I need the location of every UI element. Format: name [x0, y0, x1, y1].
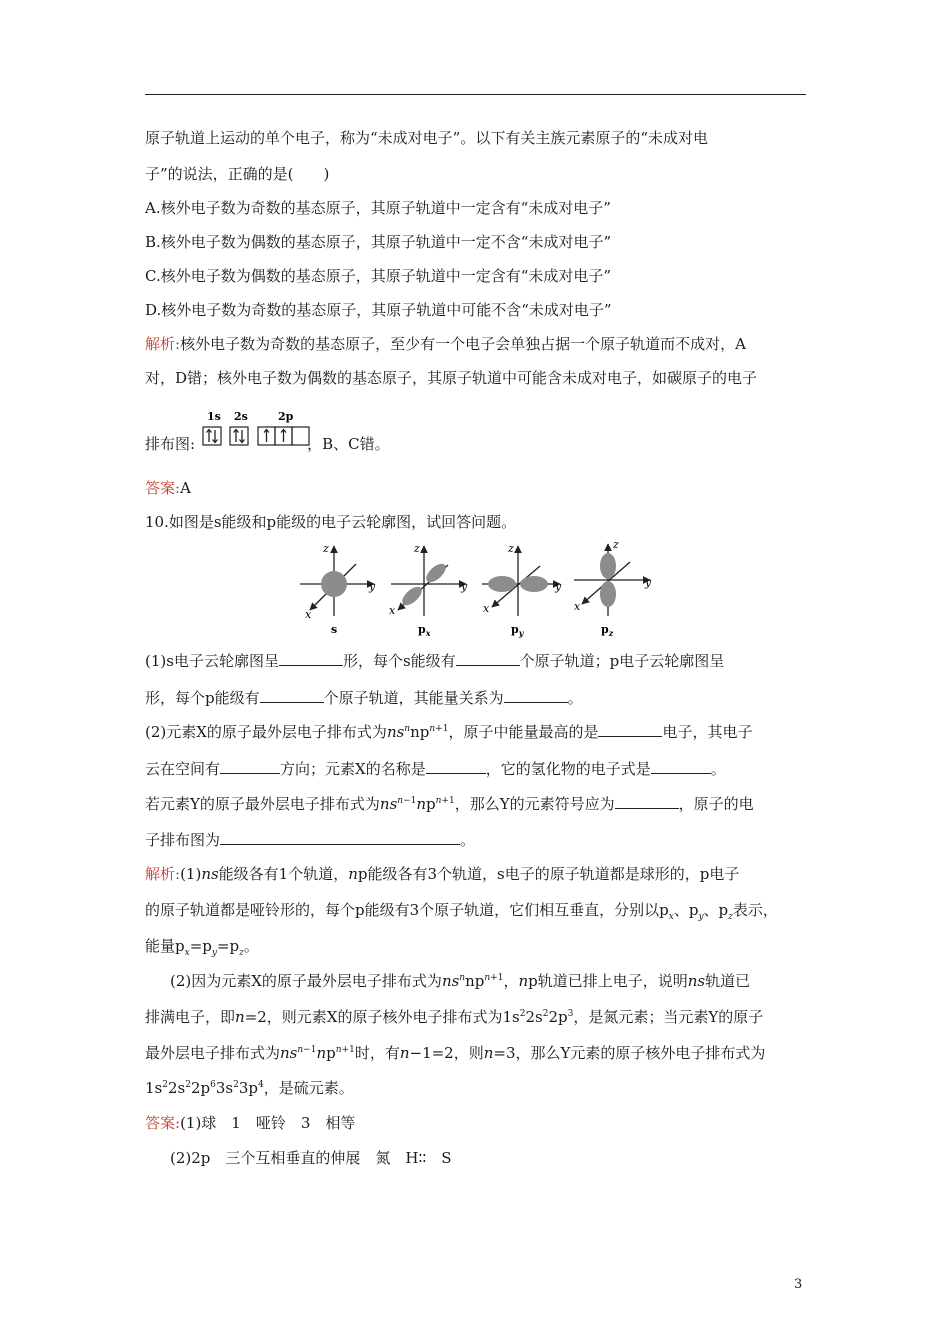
answer-label: 答案: — [145, 1114, 181, 1132]
q9-option-b: B.核外电子数为偶数的基态原子，其原子轨道中一定不含“未成对电子” — [145, 233, 612, 251]
label-py: $p_y$ — [511, 623, 524, 638]
q9-option-a: A.核外电子数为奇数的基态原子，其原子轨道中一定含有“未成对电子” — [145, 199, 611, 217]
blank[interactable] — [426, 759, 486, 774]
page-number: 3 — [794, 1277, 803, 1292]
electron-cloud-diagram — [296, 540, 656, 640]
q9-answer: 答案:A — [145, 479, 191, 497]
svg-text:x: x — [389, 604, 396, 617]
q9-stem-line2: 子”的说法，正确的是( ) — [145, 165, 330, 183]
q10-part2-line3: 若元素Y的原子最外层电子排布式为$ns^{n-1}np^{n+1}$，那么Y的元素符号应为 ，原子的电 — [145, 795, 754, 813]
blank[interactable] — [598, 722, 662, 737]
blank[interactable] — [220, 759, 280, 774]
svg-text:y: y — [461, 580, 468, 593]
orbital-label-2s: 2s — [234, 411, 248, 423]
blank[interactable] — [279, 651, 343, 666]
q9-analysis-line2: 对，D错；核外电子数为偶数的基态原子，其原子轨道中可能含未成对电子，如碳原子的电子 — [145, 369, 758, 387]
blank[interactable] — [456, 651, 520, 666]
pz-orbital — [574, 544, 650, 616]
orbital-label-2p: 2p — [278, 411, 294, 423]
q10-analysis-line3: 能量$p_x=p_y=p_z$。 — [145, 937, 259, 958]
q10-analysis-line2: 的原子轨道都是哑铃形的，每个p能级有3个原子轨道，它们相互垂直，分别以$p_x$、$p_y$、$p_z$表示， — [145, 901, 778, 922]
q10-part1-line1: (1)s电子云轮廓图呈 形，每个s能级有 个原子轨道；p电子云轮廓图呈 — [145, 652, 725, 670]
svg-text:z: z — [508, 542, 514, 555]
q9-analysis-line1: 解析:核外电子数为奇数的基态原子，至少有一个电子会单独占据一个原子轨道而不成对，A — [145, 335, 746, 353]
analysis-label: 解析: — [145, 335, 181, 353]
q10-part2-line4: 子排布图为 。 — [145, 831, 476, 849]
q9-analysis-line3: 排布图: ，B、C错。 — [145, 435, 390, 453]
answer-label: 答案: — [145, 479, 181, 497]
px-orbital — [391, 546, 466, 616]
q10-part2-line1: (2)元素X的原子最外层电子排布式为$ns^nnp^{n+1}$，原子中能量最高的是 电子，其电子 — [145, 723, 753, 741]
q10-analysis-line4: (2)因为元素X的原子最外层电子排布式为$ns^nnp^{n+1}$，np轨道已排上电子，说明ns轨道已 — [170, 972, 751, 990]
q10-part1-line2: 形，每个p能级有 个原子轨道，其能量关系为 。 — [145, 689, 583, 707]
svg-text:x: x — [483, 602, 490, 615]
s-orbital — [300, 546, 374, 616]
blank[interactable] — [615, 794, 679, 809]
q9-option-c: C.核外电子数为偶数的基态原子，其原子轨道中一定含有“未成对电子” — [145, 267, 612, 285]
svg-text:y: y — [555, 580, 562, 593]
svg-text:y: y — [369, 580, 376, 593]
svg-text:z: z — [613, 540, 619, 551]
q10-analysis-line1: 解析:(1)ns能级各有1个轨道，np能级各有3个轨道，s电子的原子轨道都是球形的，p电子 — [145, 865, 740, 883]
svg-text:z: z — [414, 542, 420, 555]
q10-part2-line2: 云在空间有 方向；元素X的名称是 ，它的氢化物的电子式是 。 — [145, 760, 726, 778]
q10-analysis-line5: 排满电子，即n=2，则元素X的原子核外电子排布式为$1s^22s^22p^3$，是氮元素；当元素Y的原子 — [145, 1008, 764, 1026]
py-orbital — [482, 546, 560, 616]
blank[interactable] — [220, 830, 460, 845]
q10-analysis-line6: 最外层电子排布式为$ns^{n-1}np^{n+1}$时，有n−1=2，则n=3，那么Y元素的原子核外电子排布式为 — [145, 1044, 766, 1062]
svg-text:z: z — [323, 542, 329, 555]
orbital-diagram — [201, 411, 311, 451]
svg-text:y: y — [645, 576, 652, 589]
blank[interactable] — [504, 688, 568, 703]
header-rule — [145, 94, 806, 95]
svg-text:x: x — [574, 600, 581, 613]
q9-stem-line1: 原子轨道上运动的单个电子，称为“未成对电子”。以下有关主族元素原子的“未成对电 — [145, 129, 709, 147]
q10-answer-line1: 答案:(1)球 1 哑铃 3 相等 — [145, 1114, 356, 1132]
orbital-label-1s: 1s — [207, 411, 221, 423]
svg-text:x: x — [305, 608, 312, 621]
q10-stem: 10.如图是s能级和p能级的电子云轮廓图，试回答问题。 — [145, 513, 517, 531]
label-s: s — [331, 623, 338, 636]
label-pz: $p_z$ — [601, 623, 614, 638]
q9-option-d: D.核外电子数为奇数的基态原子，其原子轨道中可能不含“未成对电子” — [145, 301, 612, 319]
blank[interactable] — [260, 688, 324, 703]
label-px: $p_x$ — [418, 623, 431, 638]
q10-analysis-line7: $1s^22s^22p^63s^23p^4$，是硫元素。 — [145, 1079, 354, 1097]
q10-answer-line2: (2)2p 三个互相垂直的伸展 氮 H∶∶ S — [170, 1149, 452, 1167]
blank[interactable] — [651, 759, 711, 774]
